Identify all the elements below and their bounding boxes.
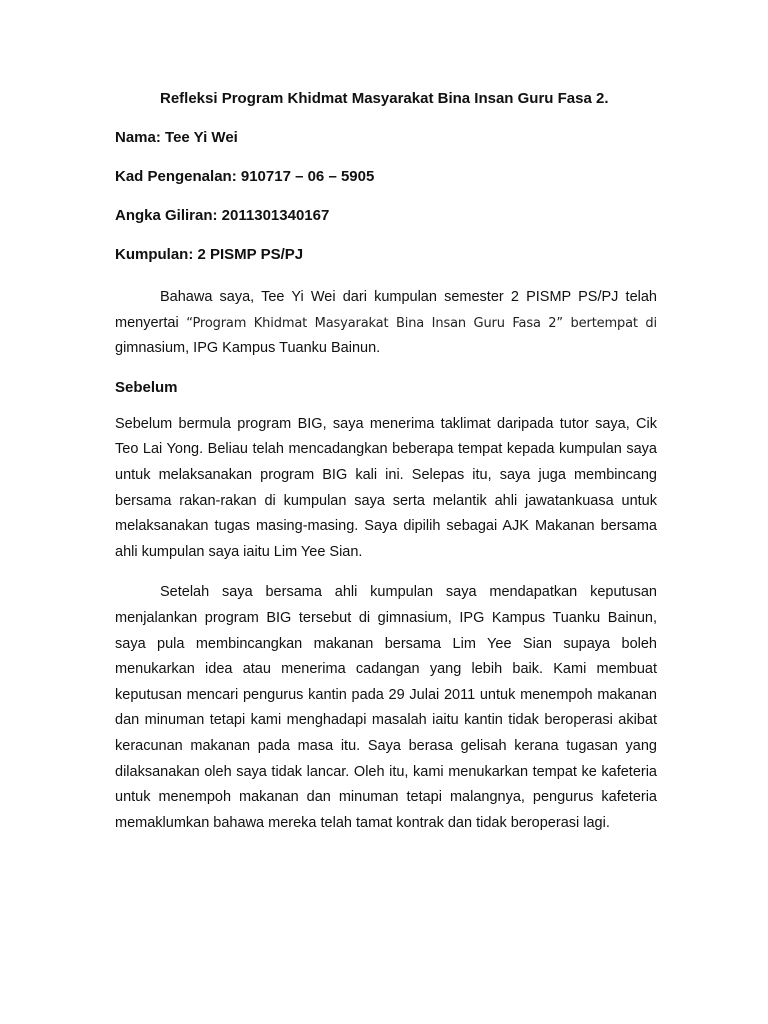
intro-text-before: Bahawa saya, Tee Yi Wei dari kumpulan semester 2 PISMP PS/PJ telah menyertai bbox=[115, 289, 657, 331]
field-nama: Nama: Tee Yi Wei bbox=[115, 129, 238, 146]
document-body bbox=[115, 88, 657, 851]
field-kumpulan: Kumpulan: 2 PISMP PS/PJ bbox=[115, 246, 304, 263]
intro-paragraph bbox=[115, 285, 657, 362]
intro-text-after: gimnasium, IPG Kampus Tuanku Bainun. bbox=[115, 340, 381, 357]
section-heading-sebelum: Sebelum bbox=[115, 378, 178, 396]
paragraph-setelah: Setelah saya bersama ahli kumpulan saya mendapatkan keputusan menjalankan program BIG tersebut di gimnasium, IPG Kampus Tuanku Bainun, saya pula membincangkan makanan bersama Lim Yee Sian supaya boleh menukarkan idea atau menerima cadangan yang lebih baik. Kami membuat keputusan mencari pengurus kantin pada 29 Julai 2011 untuk menempoh makanan dan minuman tetapi kami menghadapi masalah iaitu kantin tidak beroperasi akibat keracunan makanan pada masa itu. Saya berasa gelisah kerana tugasan yang dilaksanakan oleh saya tidak lancar. Oleh itu, kami menukarkan tempat ke kafeteria untuk menempoh makanan dan minuman tetapi malangnya, pengurus kafeteria memaklumkan bahawa mereka telah tamat kontrak dan tidak beroperasi lagi. bbox=[115, 584, 657, 831]
field-kad-pengenalan: Kad Pengenalan: 910717 – 06 – 5905 bbox=[115, 168, 375, 185]
field-angka-giliran: Angka Giliran: 2011301340167 bbox=[115, 207, 330, 224]
document-title: Refleksi Program Khidmat Masyarakat Bina Insan Guru Fasa 2. bbox=[160, 90, 609, 107]
intro-quoted-text: “Program Khidmat Masyarakat Bina Insan Guru Fasa 2” bertempat di bbox=[186, 315, 657, 331]
paragraph-sebelum: Sebelum bermula program BIG, saya menerima taklimat daripada tutor saya, Cik Teo Lai Yong. Beliau telah mencadangkan beberapa tempat kepada kumpulan saya untuk melaksanakan program BIG kali ini. Selepas itu, saya juga membincang bersama rakan-rakan di kumpulan saya serta melantik ahli jawatankuasa untuk melaksanakan tugas masing-masing. Saya dipilih sebagai AJK Makanan bersama ahli kumpulan saya iaitu Lim Yee Sian. bbox=[115, 415, 657, 560]
